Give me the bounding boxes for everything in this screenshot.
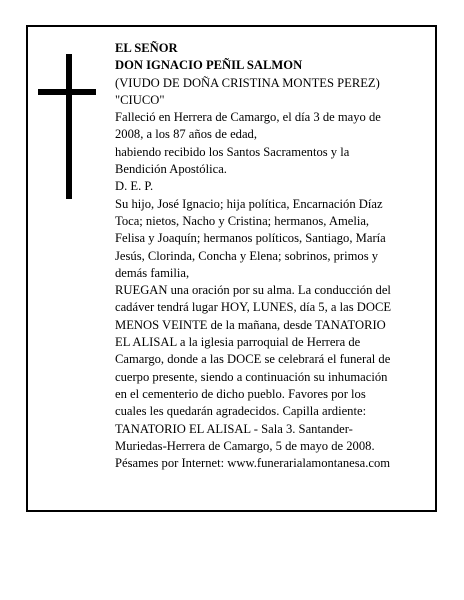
- obituary-notice: [26, 25, 437, 512]
- notice-line: Toca; nietos, Nacho y Cristina; hermanos, Amelia,: [115, 213, 370, 228]
- notice-line: habiendo recibido los Santos Sacramentos y la: [115, 144, 350, 159]
- cross-vertical-bar: [66, 54, 72, 199]
- notice-line: Bendición Apostólica.: [115, 162, 227, 177]
- notice-line: (VIUDO DE DOÑA CRISTINA MONTES PEREZ): [115, 75, 380, 90]
- notice-line: Pésames por Internet: www.funerarialamontanesa.com: [115, 456, 391, 471]
- notice-line: Felisa y Joaquín; hermanos políticos, Santiago, María: [115, 231, 386, 246]
- notice-title-line2: DON IGNACIO PEÑIL SALMON: [115, 58, 303, 73]
- notice-line: "CIUCO": [115, 92, 165, 107]
- notice-line: cuales les quedarán agradecidos. Capilla ardiente:: [115, 404, 367, 419]
- notice-line: cadáver tendrá lugar HOY, LUNES, día 5, a las DOCE: [115, 300, 392, 315]
- notice-line: RUEGAN una oración por su alma. La conducción del: [115, 283, 391, 298]
- notice-line: demás familia,: [115, 265, 190, 280]
- notice-line: Falleció en Herrera de Camargo, el día 3 de mayo de: [115, 110, 381, 125]
- notice-line: cuerpo presente, siendo a continuación su inhumación: [115, 369, 388, 384]
- notice-line: EL ALISAL a la iglesia parroquial de Herrera de: [115, 335, 361, 350]
- notice-line: Muriedas-Herrera de Camargo, 5 de mayo de 2008.: [115, 438, 375, 453]
- notice-line: MENOS VEINTE de la mañana, desde TANATORIO: [115, 317, 386, 332]
- notice-line: TANATORIO EL ALISAL - Sala 3. Santander-: [115, 421, 353, 436]
- cross-icon: [38, 54, 96, 199]
- notice-line: D. E. P.: [115, 179, 154, 194]
- notice-line: 2008, a los 87 años de edad,: [115, 127, 257, 142]
- notice-title-line1: EL SEÑOR: [115, 41, 178, 55]
- notice-line: Camargo, donde a las DOCE se celebrará el funeral de: [115, 352, 391, 367]
- cross-horizontal-bar: [38, 89, 96, 95]
- notice-line: Su hijo, José Ignacio; hija política, Encarnación Díaz: [115, 196, 383, 211]
- notice-line: en el cementerio de dicho pueblo. Favores por los: [115, 386, 366, 401]
- notice-text: [115, 40, 417, 472]
- notice-line: Jesús, Clorinda, Concha y Elena; sobrinos, primos y: [115, 248, 379, 263]
